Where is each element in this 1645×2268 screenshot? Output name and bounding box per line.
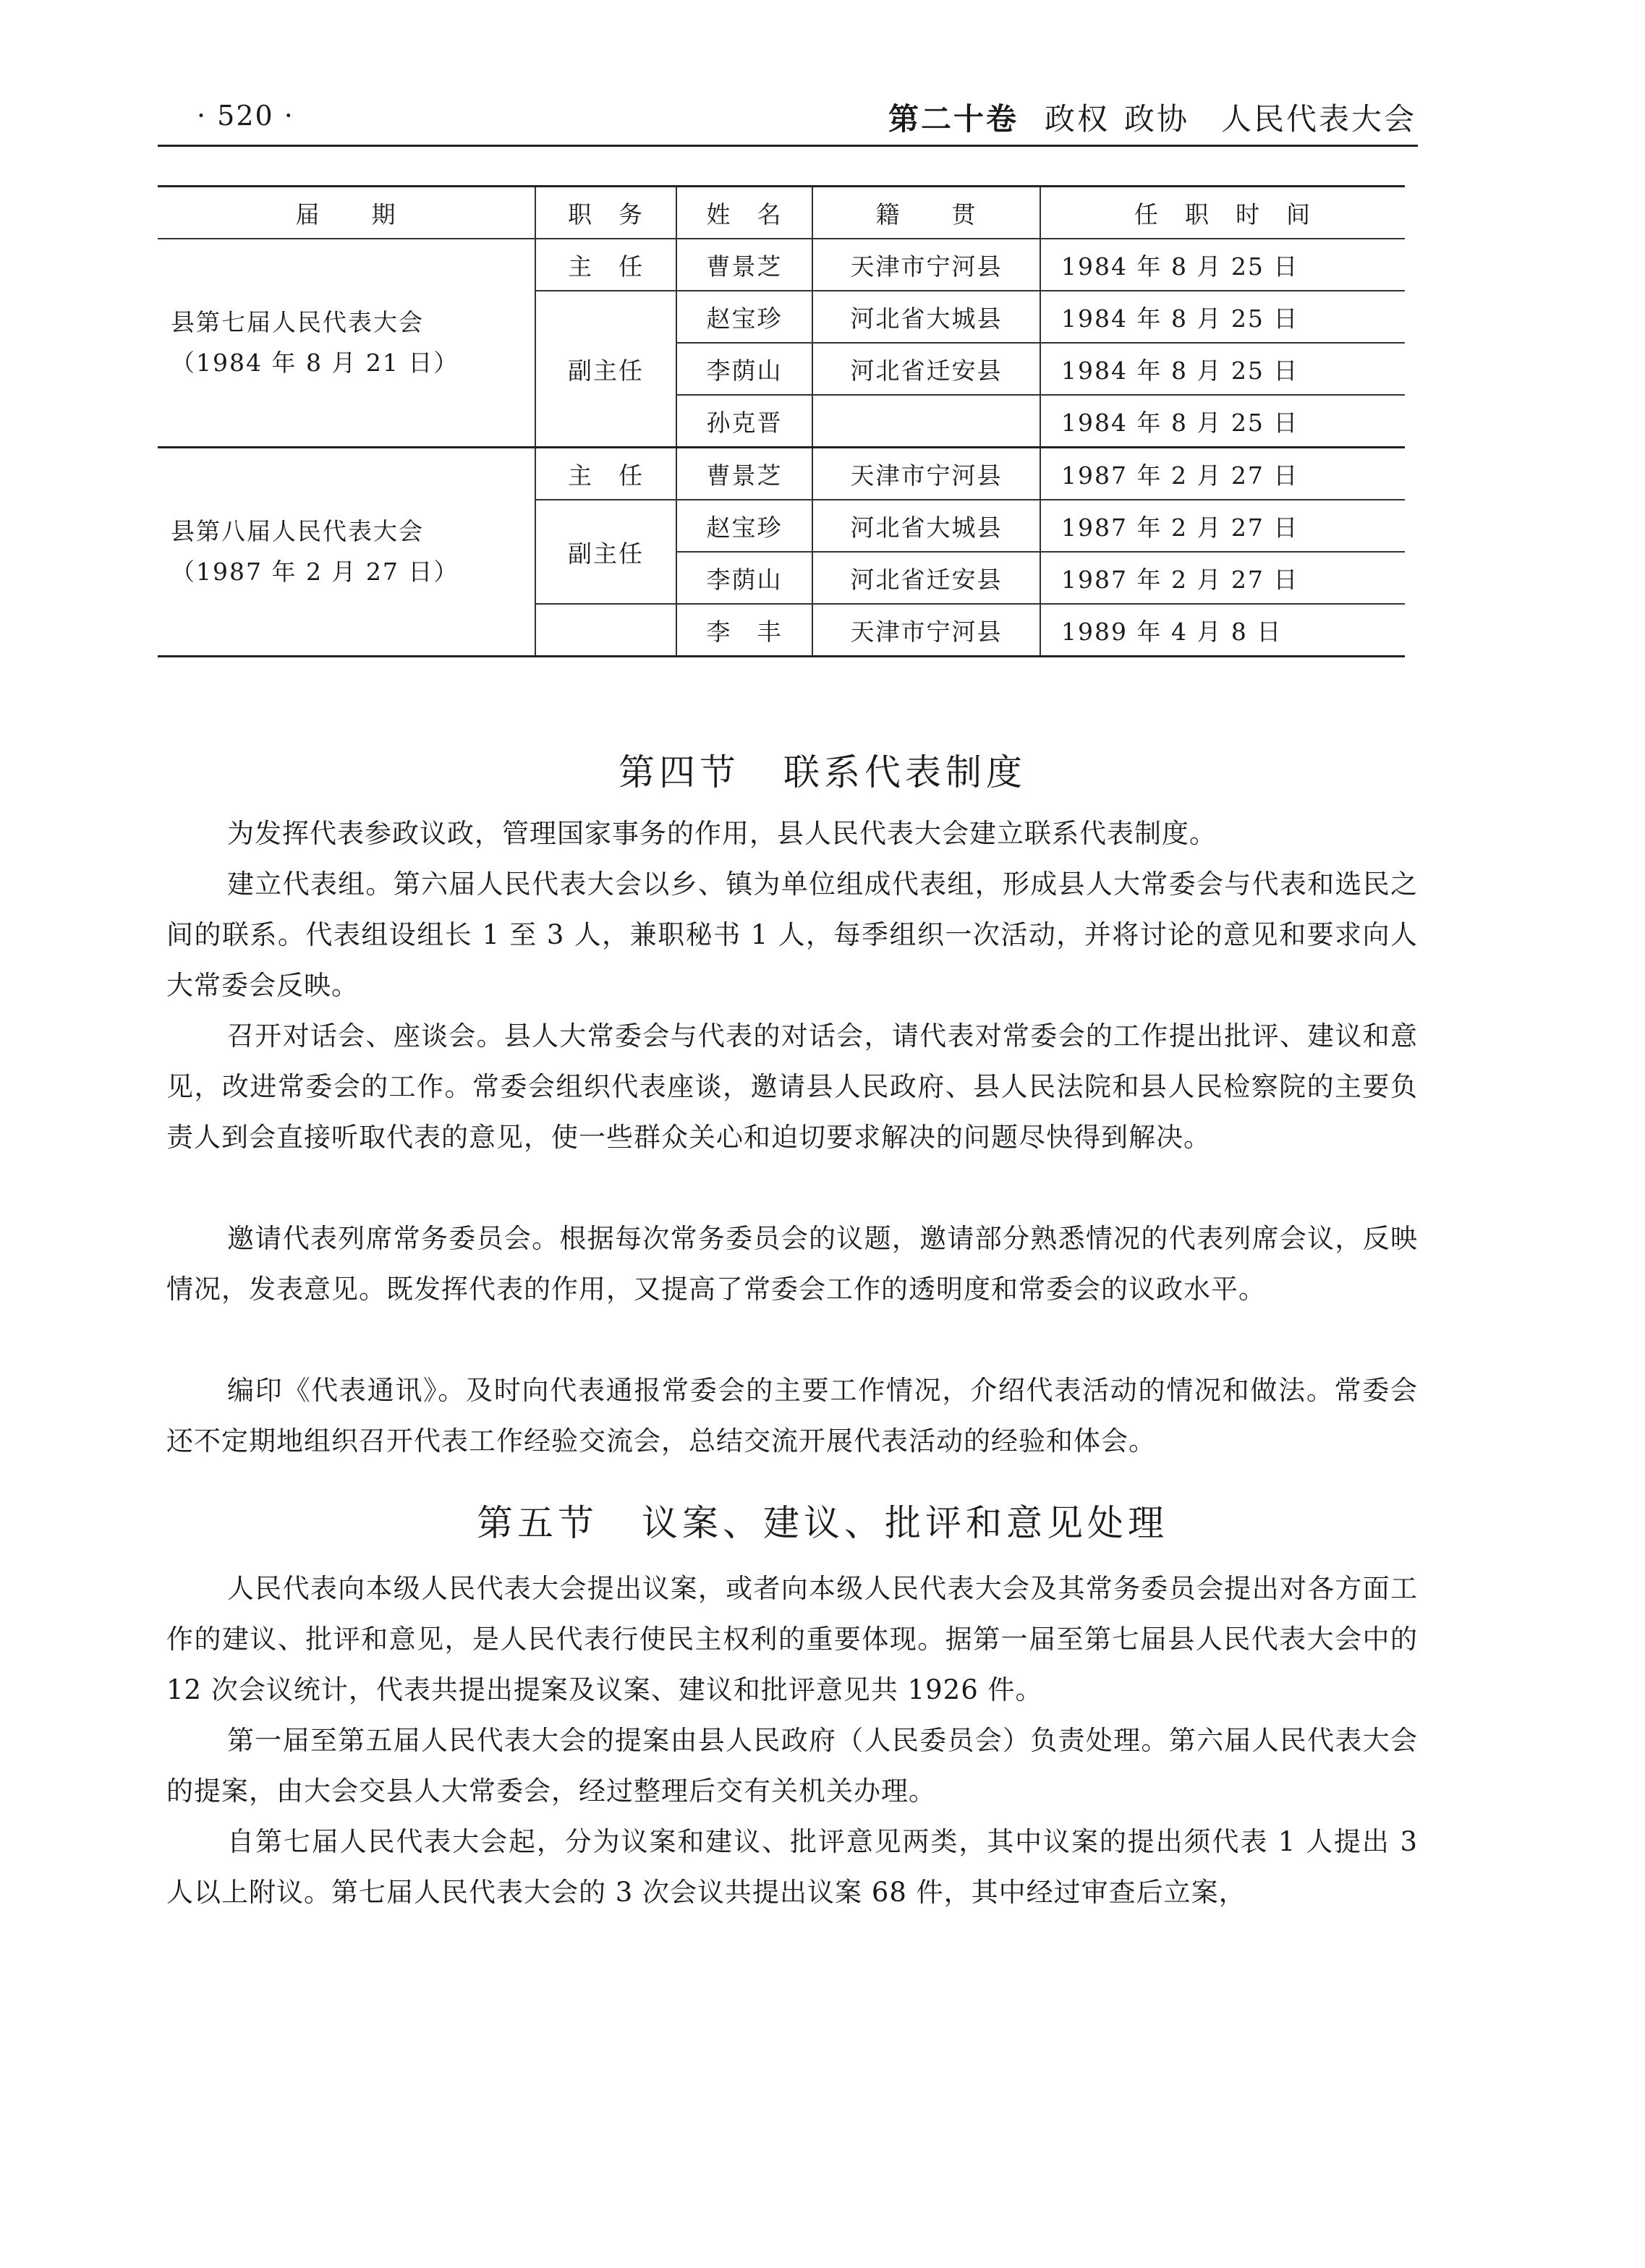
section-4-heading <box>0 743 1645 796</box>
session-name: 县第七届人民代表大会 <box>171 308 424 336</box>
time-cell: 1984 年 8 月 25 日 <box>1040 291 1405 343</box>
origin-cell: 河北省大城县 <box>812 291 1040 343</box>
position-cell <box>535 604 676 657</box>
session-date: （1987 年 2 月 27 日） <box>171 558 459 586</box>
section-4-paragraph-1: 为发挥代表参政议政，管理国家事务的作用，县人民代表大会建立联系代表制度。 <box>227 818 1217 849</box>
section-5-heading <box>0 1494 1645 1546</box>
part-title: 政权 <box>1044 101 1110 137</box>
column-header-session: 届 期 <box>158 187 535 239</box>
subsection-title: 人民代表大会 <box>1220 101 1416 137</box>
section-5-title: 议案、建议、批评和意见处理 <box>642 1501 1168 1544</box>
origin-cell: 天津市宁河县 <box>812 604 1040 657</box>
origin-cell <box>812 395 1040 448</box>
section-5-number: 第五节 <box>477 1501 598 1544</box>
section-5-paragraph-2: 第一届至第五届人民代表大会的提案由县人民政府（人民委员会）负责处理。第六届人民代表大会的提案，由大会交县人大常委会，经过整理后交有关机关办理。 <box>166 1725 1418 1807</box>
name-cell: 赵宝珍 <box>676 291 812 343</box>
section-4-number: 第四节 <box>619 751 740 793</box>
time-cell: 1989 年 4 月 8 日 <box>1040 604 1405 657</box>
time-cell: 1984 年 8 月 25 日 <box>1040 395 1405 448</box>
running-head <box>888 95 1416 139</box>
session-date: （1984 年 8 月 21 日） <box>171 349 459 377</box>
page-number: · 520 · <box>197 100 294 132</box>
time-cell: 1987 年 2 月 27 日 <box>1040 500 1405 552</box>
time-cell: 1984 年 8 月 25 日 <box>1040 343 1405 395</box>
origin-cell: 天津市宁河县 <box>812 239 1040 291</box>
session-cell <box>158 239 535 448</box>
table-row <box>158 239 1405 291</box>
section-4-paragraph-2: 建立代表组。第六届人民代表大会以乡、镇为单位组成代表组，形成县人大常委会与代表和选民之间的联系。代表组设组长 1 至 3 人，兼职秘书 1 人，每季组织一次活动，并将讨论的意见和要求向人大常委会反映。 <box>166 869 1418 1001</box>
name-cell: 李荫山 <box>676 343 812 395</box>
name-cell: 曹景芝 <box>676 239 812 291</box>
time-cell: 1984 年 8 月 25 日 <box>1040 239 1405 291</box>
volume-title: 第二十卷 <box>888 101 1019 137</box>
section-4-title: 联系代表制度 <box>783 751 1026 793</box>
column-header-name: 姓 名 <box>676 187 812 239</box>
origin-cell: 河北省大城县 <box>812 500 1040 552</box>
origin-cell: 天津市宁河县 <box>812 448 1040 500</box>
origin-cell: 河北省迁安县 <box>812 552 1040 604</box>
name-cell: 赵宝珍 <box>676 500 812 552</box>
name-cell: 孙克晋 <box>676 395 812 448</box>
roster-table <box>158 185 1405 657</box>
section-4-paragraph-4: 邀请代表列席常务委员会。根据每次常务委员会的议题，邀请部分熟悉情况的代表列席会议，反映情况，发表意见。既发挥代表的作用，又提高了常委会工作的透明度和常委会的议政水平。 <box>166 1223 1418 1305</box>
time-cell: 1987 年 2 月 27 日 <box>1040 448 1405 500</box>
name-cell: 李 丰 <box>676 604 812 657</box>
header-rule <box>158 145 1418 147</box>
time-cell: 1987 年 2 月 27 日 <box>1040 552 1405 604</box>
position-cell: 主 任 <box>535 448 676 500</box>
column-header-time: 任 职 时 间 <box>1040 187 1405 239</box>
column-header-origin: 籍 贯 <box>812 187 1040 239</box>
name-cell: 李荫山 <box>676 552 812 604</box>
session-cell <box>158 448 535 657</box>
column-header-position: 职 务 <box>535 187 676 239</box>
name-cell: 曹景芝 <box>676 448 812 500</box>
section-5-paragraph-3: 自第七届人民代表大会起，分为议案和建议、批评意见两类，其中议案的提出须代表 1 人提出 3 人以上附议。第七届人民代表大会的 3 次会议共提出议案 68 件，其中经过审查后立案， <box>166 1826 1418 1908</box>
part-title-2: 政协 <box>1123 101 1189 137</box>
section-5-paragraph-1: 人民代表向本级人民代表大会提出议案，或者向本级人民代表大会及其常务委员会提出对各方面工作的建议、批评和意见，是人民代表行使民主权利的重要体现。据第一届至第七届县人民代表大会中的 12 次会议统计，代表共提出提案及议案、建议和批评意见共 1926 件。 <box>166 1573 1418 1705</box>
section-4-paragraph-3: 召开对话会、座谈会。县人大常委会与代表的对话会，请代表对常委会的工作提出批评、建议和意见，改进常委会的工作。常委会组织代表座谈，邀请县人民政府、县人民法院和县人民检察院的主要负责人到会直接听取代表的意见，使一些群众关心和迫切要求解决的问题尽快得到解决。 <box>166 1020 1418 1153</box>
table-header-row <box>158 187 1405 239</box>
section-4-paragraph-5: 编印《代表通讯》。及时向代表通报常委会的主要工作情况，介绍代表活动的情况和做法。常委会还不定期地组织召开代表工作经验交流会，总结交流开展代表活动的经验和体会。 <box>166 1375 1418 1457</box>
table-row <box>158 448 1405 500</box>
position-cell: 主 任 <box>535 239 676 291</box>
position-cell: 副主任 <box>535 500 676 604</box>
origin-cell: 河北省迁安县 <box>812 343 1040 395</box>
session-name: 县第八届人民代表大会 <box>171 517 424 545</box>
position-cell: 副主任 <box>535 291 676 448</box>
